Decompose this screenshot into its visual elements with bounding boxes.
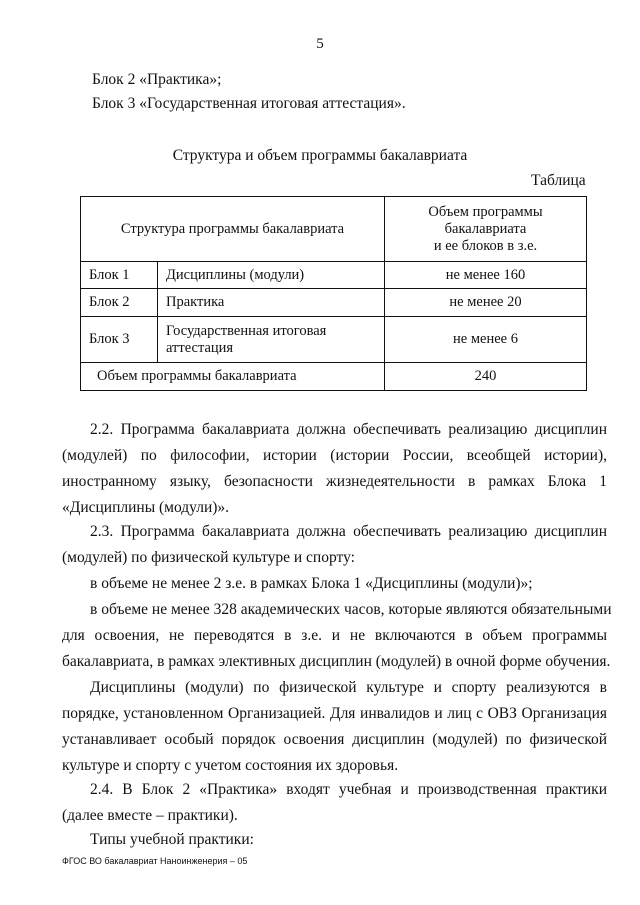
- text-line: 2.3. Программа бакалавриата должна обеспечивать реализацию дисциплин: [90, 523, 607, 540]
- table-total-row: [81, 363, 587, 391]
- text-line: Дисциплины (модули) по физической культуре и спорту реализуются в: [90, 679, 607, 696]
- intro-line-block-2: Блок 2 «Практика»;: [92, 71, 222, 88]
- table-header-row: [81, 197, 587, 262]
- table-label: Таблица: [531, 172, 586, 189]
- block-name-line: Дисциплины (модули): [166, 266, 305, 283]
- intro-line-block-3: Блок 3 «Государственная итоговая аттестация».: [92, 95, 406, 112]
- block-name-cell: [158, 262, 385, 289]
- header-volume-line: и ее блоков в з.е.: [433, 237, 538, 254]
- header-volume-cell: [385, 197, 587, 262]
- paragraph-2-2: [62, 420, 607, 518]
- text-line: (модулей) по философии, истории (истории России, всеобщей истории),: [62, 447, 607, 464]
- paragraph-2-4: [62, 780, 607, 826]
- paragraph-2-3-item-c: [62, 678, 607, 776]
- text-line: «Дисциплины (модули)».: [62, 499, 230, 516]
- block-cell: Блок 3: [81, 317, 158, 363]
- block-name-line: аттестация: [166, 339, 234, 356]
- paragraph-2-3-item-a: в объеме не менее 2 з.е. в рамках Блока 1 «Дисциплины (модули)»;: [90, 575, 533, 592]
- block-name-line: Государственная итоговая: [166, 322, 327, 339]
- block-cell: Блок 1: [81, 262, 158, 289]
- table-title: Структура и объем программы бакалавриата: [172, 147, 468, 164]
- table-row: [81, 262, 587, 289]
- paragraph-2-3: [62, 522, 607, 568]
- total-label-cell: Объем программы бакалавриата: [81, 363, 385, 391]
- total-value-cell: 240: [385, 363, 587, 391]
- paragraph-2-4-item-a: Типы учебной практики:: [90, 831, 254, 848]
- table-row: [81, 317, 587, 363]
- block-value-cell: не менее 6: [385, 317, 587, 363]
- text-line: 2.4. В Блок 2 «Практика» входят учебная и производственная практики: [90, 781, 607, 798]
- header-volume-line: Объем программы: [428, 203, 543, 220]
- text-line: для освоения, не переводятся в з.е. и не включаются в объем программы: [62, 627, 607, 644]
- block-value-cell: не менее 20: [385, 289, 587, 317]
- text-line: (модулей) по физической культуре и спорту:: [62, 549, 355, 566]
- table-row: [81, 289, 587, 317]
- text-line: порядке, установленном Организацией. Для инвалидов и лиц с ОВЗ Организация: [62, 705, 607, 722]
- structure-table: [80, 196, 587, 391]
- block-value-cell: не менее 160: [385, 262, 587, 289]
- header-volume-line: бакалавриата: [444, 220, 527, 237]
- text-line: иностранному языку, безопасности жизнедеятельности в рамках Блока 1: [62, 473, 607, 490]
- page-number: 5: [316, 36, 324, 52]
- block-name-line: Практика: [166, 294, 225, 310]
- block-name-cell: [158, 289, 385, 317]
- paragraph-2-3-item-b: [62, 600, 612, 672]
- text-line: устанавливает особый порядок освоения дисциплин (модулей) по физической: [62, 731, 607, 748]
- text-line: (далее вместе – практики).: [62, 807, 238, 824]
- block-name-cell: [158, 317, 385, 363]
- header-structure-cell: Структура программы бакалавриата: [81, 197, 385, 262]
- text-line: в объеме не менее 328 академических часов, которые являются обязательными: [90, 601, 612, 618]
- block-cell: Блок 2: [81, 289, 158, 317]
- text-line: 2.2. Программа бакалавриата должна обеспечивать реализацию дисциплин: [90, 421, 607, 438]
- text-line: культуре и спорту с учетом состояния их здоровья.: [62, 757, 399, 774]
- text-line: бакалавриата, в рамках элективных дисциплин (модулей) в очной форме обучения.: [62, 653, 611, 670]
- footer-text: ФГОС ВО бакалавриат Наноинженерия – 05: [62, 856, 248, 866]
